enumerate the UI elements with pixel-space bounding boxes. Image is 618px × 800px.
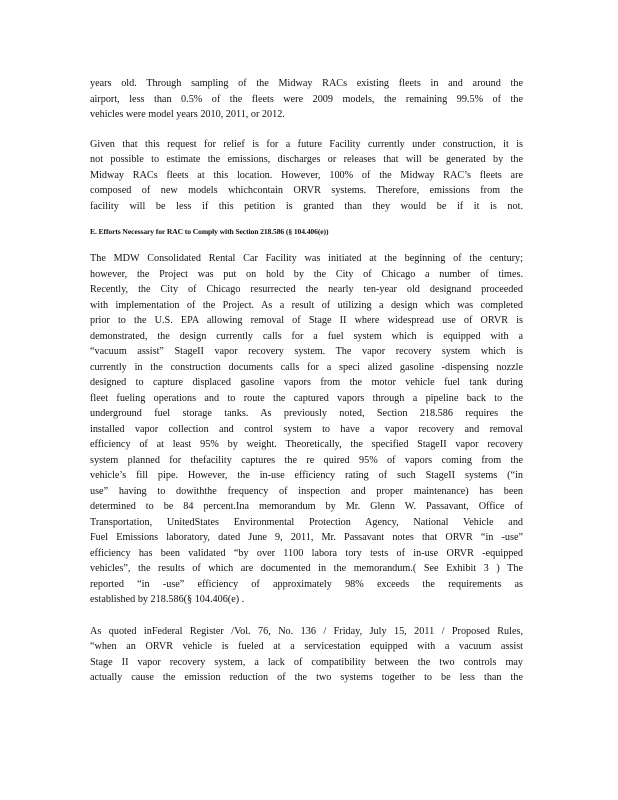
text-line: prior to the U.S. EPA allowing removal of Stage II where widespread use of ORVR is <box>90 315 523 326</box>
text-line: composed of new models whichcontain ORVR systems. Therefore, emissions from the <box>90 185 523 196</box>
text-line: “vacuum assist” StageII vapor recovery system. The vapor recovery system which is <box>90 346 523 357</box>
text-line: designed to capture displaced gasoline vapors from the motor vehicle fuel tank during <box>90 377 523 388</box>
text-line: currently in the construction documents calls for a speci alized gasoline -dispensing nozzle <box>90 361 523 373</box>
text-line: actually cause the emission reduction of the two systems together to be less than the <box>90 672 523 683</box>
text-line: Given that this request for relief is for a future Facility currently under construction, it is <box>90 138 523 150</box>
heading-text: E. Efforts Necessary for RAC to Comply with Section 218.586 (§ 104.406(e)) <box>90 227 329 236</box>
paragraph-federal-register <box>90 624 523 686</box>
text-line: not possible to estimate the emissions, discharges or releases that will be generated by the <box>90 154 523 165</box>
text-line: Midway RACs fleets at this location. However, 100% of the Midway RAC’s fleets are <box>90 169 523 181</box>
paragraph-fleet-sampling <box>90 76 523 123</box>
text-line: vehicle’s fill pipe. However, the in-use efficiency rating of such StageII systems (“in <box>90 470 523 481</box>
text-line: Transportation, UnitedStates Environmental Protection Agency, National Vehicle and <box>90 516 523 528</box>
text-line: vehicles were model years 2010, 2011, or 2012. <box>90 109 285 120</box>
text-line: installed vapor collection and control system to have a vapor recovery and removal <box>90 423 523 435</box>
text-line: reported “in -use” efficiency of approximately 98% exceeds the requirements as <box>90 578 523 590</box>
document-page <box>90 76 523 686</box>
text-line: Stage II vapor recovery system, a lack of compatibility between the two controls may <box>90 656 523 668</box>
text-line: system planned for thefacility captures the re quired 95% of vapors coming from the <box>90 454 523 466</box>
section-heading-e <box>90 226 523 238</box>
text-line: “when an ORVR vehicle is fueled at a servicestation equipped with a vacuum assist <box>90 641 523 652</box>
text-line: use” having to dowiththe frequency of inspection and proper maintenance) has been <box>90 485 523 497</box>
text-line: years old. Through sampling of the Midway RACs existing fleets in and around the <box>90 78 523 89</box>
text-line: underground fuel storage tanks. As previously noted, Section 218.586 requires the <box>90 408 523 419</box>
text-line: Recently, the City of Chicago resurrected the nearly ten-year old designand proceeded <box>90 284 523 295</box>
text-line: The MDW Consolidated Rental Car Facility was initiated at the beginning of the century; <box>90 253 523 264</box>
text-line: fleet fueling operations and to route the captured vapors through a pipeline back to the <box>90 392 523 404</box>
text-line: vehicles”, the results of which are documented in the memorandum.( See Exhibit 3 ) The <box>90 563 523 574</box>
paragraph-relief-request <box>90 137 523 215</box>
text-line: however, the Project was put on hold by the City of Chicago a number of times. <box>90 268 523 280</box>
text-line: demonstrated, the design currently calls for a fuel system which is equipped with a <box>90 330 523 342</box>
text-line: Fuel Emissions laboratory, dated June 9, 2011, Mr. Passavant notes that ORVR “in -use” <box>90 532 523 543</box>
paragraph-mdw-facility <box>90 251 523 608</box>
text-line: efficiency of at least 95% by weight. Theoretically, the specified StageII vapor recovery <box>90 439 523 450</box>
text-line: As quoted inFederal Register /Vol. 76, No. 136 / Friday, July 15, 2011 / Proposed Rules, <box>90 625 523 637</box>
text-line: established by 218.586(§ 104.406(e) . <box>90 594 245 605</box>
text-line: with implementation of the Project. As a result of utilizing a design which was completed <box>90 299 523 311</box>
text-line: efficiency has been validated “by over 1100 labora tory tests of in-use ORVR -equipped <box>90 547 523 559</box>
text-line: determined to be 84 percent.Ina memorandum by Mr. Glenn W. Passavant, Office of <box>90 501 523 512</box>
text-line: airport, less than 0.5% of the fleets were 2009 models, the remaining 99.5% of the <box>90 93 523 105</box>
text-line: facility will be less if this petition is granted than they would be if it is not. <box>90 200 523 212</box>
